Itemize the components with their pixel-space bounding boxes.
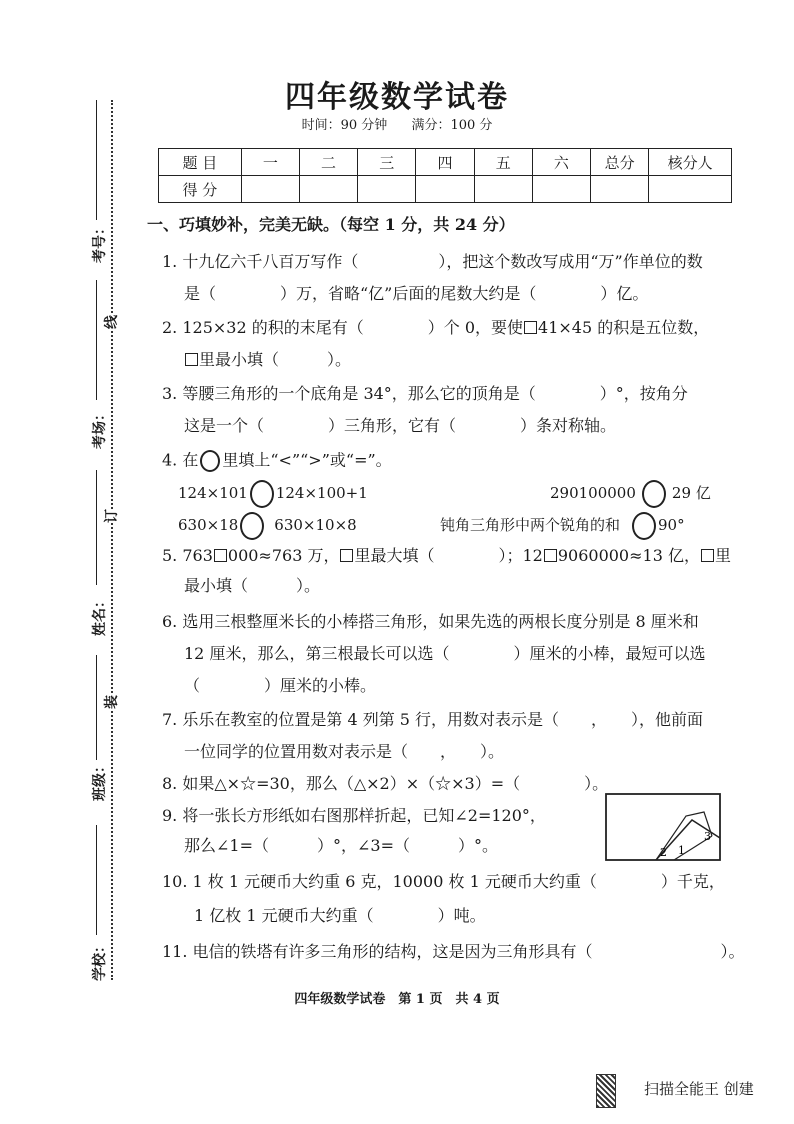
kaochang-line: [96, 280, 97, 400]
score-table: [158, 148, 732, 203]
question-1-line-2: 是（ ）万，省略“亿”后面的尾数大约是（ ）亿。: [184, 284, 649, 303]
q4-compare-3: [178, 512, 357, 540]
binding-dotted-line: [111, 100, 113, 980]
header-cell: 总分: [591, 149, 649, 176]
kaohao-line: [96, 100, 97, 220]
q4-expr: 90°: [658, 516, 685, 534]
q4-expr: 630×10×8: [274, 516, 357, 534]
xingming-label: 姓名：: [92, 594, 108, 636]
xingming-line: [96, 470, 97, 585]
header-cell: 一: [241, 149, 299, 176]
banji-line: [96, 655, 97, 760]
q2-text-b: 41×45 的积是五位数，: [538, 318, 710, 337]
section-heading: 一、巧填妙补，完美无缺。（每空 1 分，共 24 分）: [147, 215, 515, 234]
binding-ding: 订: [101, 509, 121, 523]
header-cell: 五: [474, 149, 532, 176]
binding-zhuang: 装: [101, 695, 121, 709]
question-3-line-2: 这是一个（ ）三角形，它有（ ）条对称轴。: [184, 416, 617, 435]
question-6-line-2: 12 厘米，那么，第三根最长可以选（ ）厘米的小棒，最短可以选: [184, 644, 706, 663]
q4-compare-4: [440, 512, 685, 540]
q4-compare-2: [550, 480, 711, 508]
page-title: 四年级数学试卷: [285, 80, 509, 115]
question-5-line-2: 最小填（ ）。: [184, 576, 321, 595]
question-9-line-2: 那么∠1=（ ）°，∠3=（ ）°。: [184, 836, 498, 855]
angle-label-2: 2: [660, 846, 667, 859]
question-7-line-2: 一位同学的位置用数对表示是（ ， ）。: [184, 742, 505, 761]
binding-xian: 线: [101, 315, 121, 329]
question-2-line-2: [184, 350, 351, 370]
q5-text: 里最大填（ ）；12: [354, 546, 543, 565]
kaohao-label: 考号：: [92, 221, 108, 263]
angle-label-3: 3: [704, 830, 711, 843]
score-row-label: 得 分: [159, 176, 242, 203]
scanner-watermark: 扫描全能王 创建: [644, 1080, 754, 1098]
q4-expr: 290100000: [550, 484, 636, 502]
header-cell: 核分人: [649, 149, 732, 176]
q4-expr: 124×101: [178, 484, 248, 502]
q5-text: 9060000≈13 亿，: [557, 546, 700, 565]
question-9-line-1: 9. 将一张长方形纸如右图那样折起，已知∠2=120°，: [162, 806, 546, 825]
question-1-line-1: 1. 十九亿六千八百万写作（ ），把这个数改写成用“万”作单位的数: [162, 252, 703, 271]
qr-code-icon: [596, 1074, 616, 1108]
q4-compare-1: [178, 480, 368, 508]
compare-circle-icon: [200, 450, 220, 472]
score-cell[interactable]: [591, 176, 649, 203]
question-6-line-3: （ ）厘米的小棒。: [184, 676, 377, 695]
compare-circle-icon[interactable]: [250, 480, 274, 508]
header-cell: 三: [358, 149, 416, 176]
question-6-line-1: 6. 选用三根整厘米长的小棒搭三角形，如果先选的两根长度分别是 8 厘米和: [162, 612, 699, 631]
question-4-line-1: [162, 450, 392, 472]
score-cell[interactable]: [532, 176, 590, 203]
q2-text-c: 里最小填（ ）。: [199, 350, 352, 369]
exam-info: [0, 114, 794, 133]
question-11: 11. 电信的铁塔有许多三角形的结构，这是因为三角形具有（ ）。: [162, 942, 745, 961]
compare-circle-icon[interactable]: [642, 480, 666, 508]
xuexiao-label: 学校：: [92, 939, 108, 981]
time-limit: 时间：90 分钟: [301, 118, 388, 133]
score-cell[interactable]: [649, 176, 732, 203]
blank-box-icon: [701, 549, 714, 562]
q4-expr: 124×100+1: [275, 484, 368, 502]
q4-text-b: 里填上“<”“>”或“=”。: [222, 450, 392, 470]
header-cell: 六: [532, 149, 590, 176]
angle-label-1: 1: [678, 844, 685, 857]
page-footer: 四年级数学试卷 第 1 页 共 4 页: [294, 992, 500, 1007]
q4-expr: 钝角三角形中两个锐角的和: [440, 516, 621, 534]
blank-box-icon: [214, 549, 227, 562]
q4-expr: 29 亿: [671, 484, 711, 502]
question-7-line-1: 7. 乐乐在教室的位置是第 4 列第 5 行，用数对表示是（ ， ），他前面: [162, 710, 704, 729]
xuexiao-line: [96, 825, 97, 935]
compare-circle-icon[interactable]: [632, 512, 656, 540]
kaochang-label: 考场：: [92, 407, 108, 449]
q2-text-a: 2. 125×32 的积的末尾有（ ）个 0，要使: [162, 318, 524, 337]
blank-box-icon: [544, 549, 557, 562]
question-2-line-1: [162, 318, 709, 338]
question-10-line-2: 1 亿枚 1 元硬币大约重（ ）吨。: [194, 906, 486, 925]
blank-box-icon: [524, 321, 537, 334]
score-cell[interactable]: [241, 176, 299, 203]
folded-rectangle-figure: [604, 792, 724, 864]
score-table-score-row: [159, 176, 732, 203]
compare-circle-icon[interactable]: [240, 512, 264, 540]
blank-box-icon: [340, 549, 353, 562]
header-cell: 四: [416, 149, 474, 176]
score-table-header-row: [159, 149, 732, 176]
question-8: 8. 如果△×☆=30，那么（△×2）×（☆×3）=（ ）。: [162, 774, 609, 793]
full-score: 满分：100 分: [411, 118, 493, 133]
score-cell[interactable]: [416, 176, 474, 203]
banji-label: 班级：: [92, 759, 108, 801]
blank-box-icon: [185, 353, 198, 366]
score-cell[interactable]: [358, 176, 416, 203]
header-cell: 题 目: [159, 149, 242, 176]
score-cell[interactable]: [299, 176, 357, 203]
header-cell: 二: [299, 149, 357, 176]
q4-text-a: 4. 在: [162, 450, 199, 470]
q5-text: 里: [714, 546, 731, 565]
question-3-line-1: 3. 等腰三角形的一个底角是 34°，那么它的顶角是（ ）°，按角分: [162, 384, 688, 403]
q5-text: 000≈763 万，: [227, 546, 340, 565]
question-10-line-1: 10. 1 枚 1 元硬币大约重 6 克，10000 枚 1 元硬币大约重（ ）千克，: [162, 872, 725, 891]
q4-expr: 630×18: [178, 516, 239, 534]
question-5-line-1: [162, 546, 731, 566]
q5-text: 5. 763: [162, 546, 213, 565]
score-cell[interactable]: [474, 176, 532, 203]
